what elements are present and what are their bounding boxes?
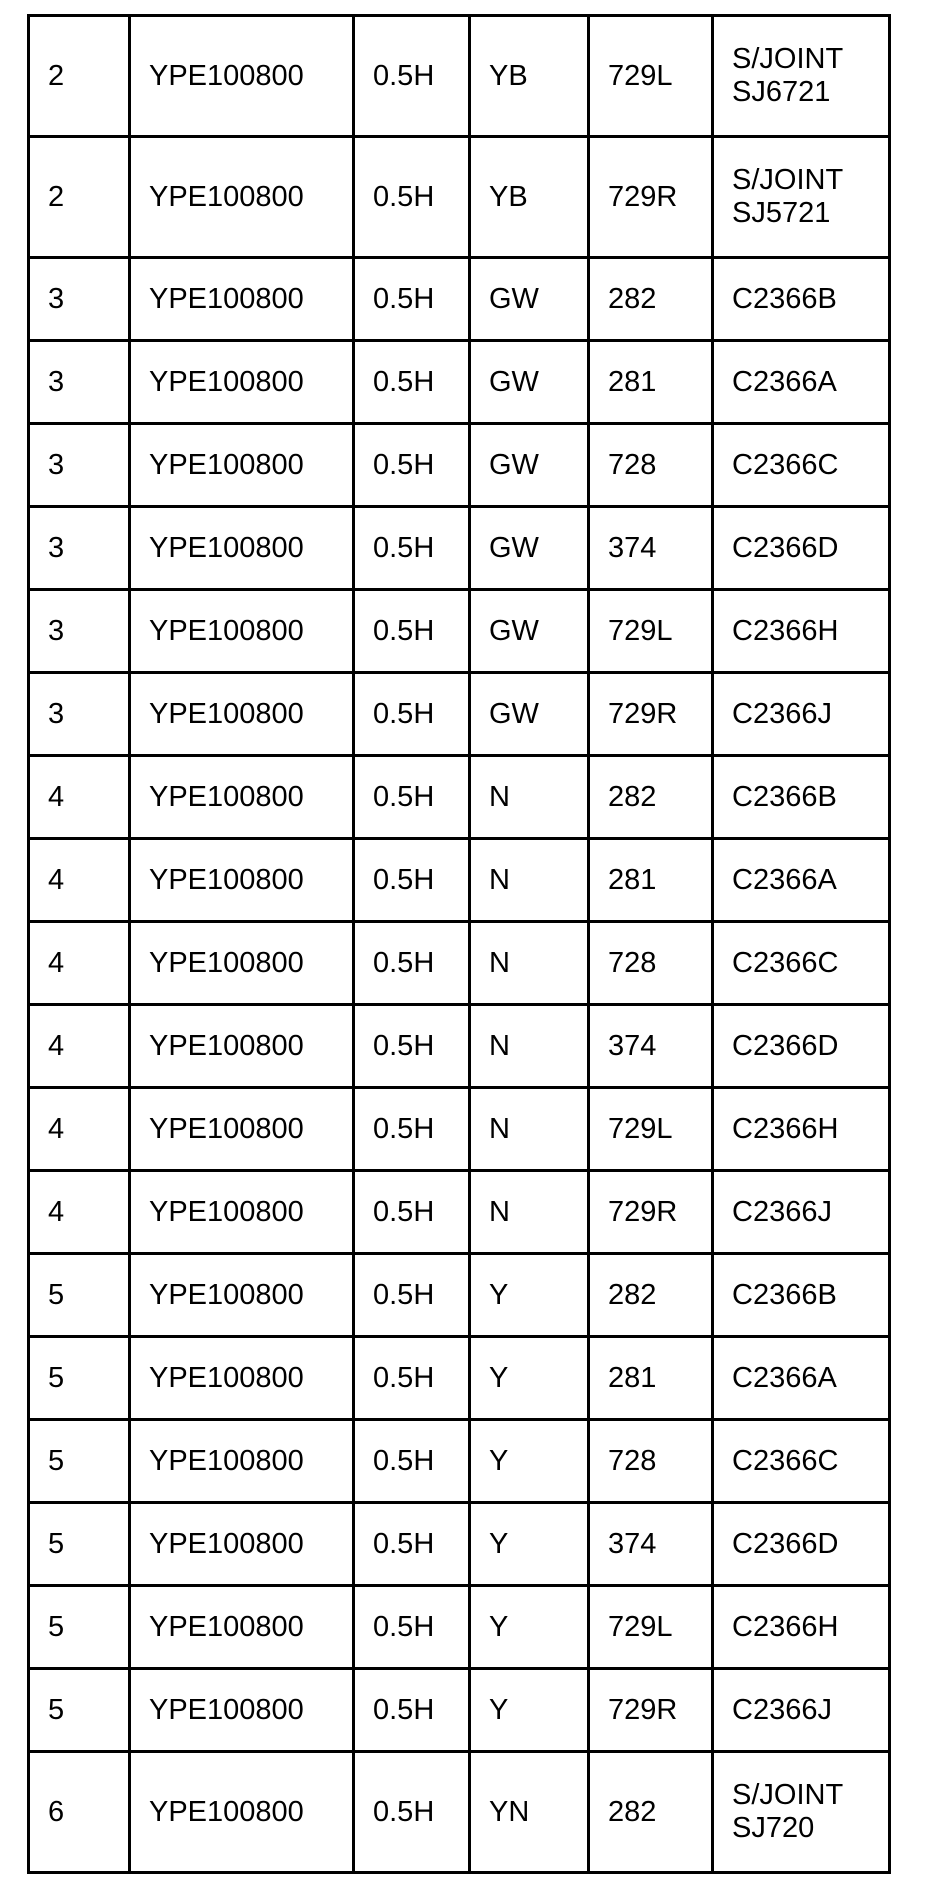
wire-type-cell: YPE100800: [130, 1171, 354, 1254]
table-row: [29, 258, 890, 341]
circuit-number-cell: 2: [29, 16, 130, 137]
table-row: [29, 1088, 890, 1171]
wire-color-cell: Y: [470, 1420, 589, 1503]
table-row: [29, 756, 890, 839]
wire-size-cell: 0.5H: [354, 756, 470, 839]
circuit-number-cell: 4: [29, 1088, 130, 1171]
table-row: [29, 1420, 890, 1503]
table-row: [29, 1752, 890, 1873]
wire-color-cell: N: [470, 839, 589, 922]
wire-type-cell: YPE100800: [130, 673, 354, 756]
from-terminal-cell: 374: [589, 1503, 713, 1586]
wire-type-cell: YPE100800: [130, 1420, 354, 1503]
wire-size-cell: 0.5H: [354, 258, 470, 341]
wire-size-cell: 0.5H: [354, 1171, 470, 1254]
circuit-number-cell: 5: [29, 1669, 130, 1752]
wire-size-cell: 0.5H: [354, 1254, 470, 1337]
circuit-number-cell: 3: [29, 424, 130, 507]
wire-size-cell: 0.5H: [354, 839, 470, 922]
wire-color-cell: GW: [470, 673, 589, 756]
wire-type-cell: YPE100800: [130, 756, 354, 839]
wire-color-cell: N: [470, 922, 589, 1005]
to-connector-cell: S/JOINT SJ720: [713, 1752, 890, 1873]
from-terminal-cell: 729L: [589, 1088, 713, 1171]
to-connector-cell: C2366H: [713, 1586, 890, 1669]
from-terminal-cell: 728: [589, 1420, 713, 1503]
wire-size-cell: 0.5H: [354, 1005, 470, 1088]
wire-color-cell: GW: [470, 341, 589, 424]
to-connector-cell: C2366D: [713, 1005, 890, 1088]
wire-size-cell: 0.5H: [354, 1420, 470, 1503]
from-terminal-cell: 282: [589, 258, 713, 341]
circuit-number-cell: 4: [29, 922, 130, 1005]
wire-size-cell: 0.5H: [354, 341, 470, 424]
from-terminal-cell: 729L: [589, 16, 713, 137]
wire-table: [27, 14, 891, 1874]
wire-size-cell: 0.5H: [354, 922, 470, 1005]
circuit-number-cell: 2: [29, 137, 130, 258]
wire-type-cell: YPE100800: [130, 1586, 354, 1669]
wire-type-cell: YPE100800: [130, 1088, 354, 1171]
wire-color-cell: YB: [470, 137, 589, 258]
wire-size-cell: 0.5H: [354, 507, 470, 590]
from-terminal-cell: 729R: [589, 1171, 713, 1254]
from-terminal-cell: 728: [589, 922, 713, 1005]
wire-color-cell: GW: [470, 590, 589, 673]
to-connector-cell: C2366C: [713, 922, 890, 1005]
circuit-number-cell: 3: [29, 673, 130, 756]
table-row: [29, 839, 890, 922]
wire-table-body: [29, 16, 890, 1873]
to-connector-cell: C2366D: [713, 1503, 890, 1586]
circuit-number-cell: 3: [29, 258, 130, 341]
to-connector-cell: C2366C: [713, 1420, 890, 1503]
table-row: [29, 424, 890, 507]
to-connector-cell: C2366H: [713, 590, 890, 673]
wire-type-cell: YPE100800: [130, 507, 354, 590]
circuit-number-cell: 5: [29, 1420, 130, 1503]
wire-size-cell: 0.5H: [354, 1088, 470, 1171]
to-connector-cell: S/JOINT SJ6721: [713, 16, 890, 137]
wire-size-cell: 0.5H: [354, 1503, 470, 1586]
table-row: [29, 922, 890, 1005]
circuit-number-cell: 5: [29, 1503, 130, 1586]
wire-size-cell: 0.5H: [354, 1669, 470, 1752]
to-connector-cell: C2366A: [713, 1337, 890, 1420]
wire-size-cell: 0.5H: [354, 424, 470, 507]
table-row: [29, 673, 890, 756]
from-terminal-cell: 281: [589, 1337, 713, 1420]
from-terminal-cell: 729R: [589, 673, 713, 756]
to-connector-cell: C2366J: [713, 1669, 890, 1752]
wire-color-cell: GW: [470, 258, 589, 341]
from-terminal-cell: 374: [589, 507, 713, 590]
wire-type-cell: YPE100800: [130, 16, 354, 137]
from-terminal-cell: 282: [589, 1752, 713, 1873]
wire-color-cell: Y: [470, 1337, 589, 1420]
wire-color-cell: N: [470, 756, 589, 839]
wire-type-cell: YPE100800: [130, 1503, 354, 1586]
wire-color-cell: GW: [470, 424, 589, 507]
table-row: [29, 1503, 890, 1586]
circuit-number-cell: 5: [29, 1254, 130, 1337]
wire-size-cell: 0.5H: [354, 137, 470, 258]
wire-type-cell: YPE100800: [130, 137, 354, 258]
to-connector-cell: C2366C: [713, 424, 890, 507]
circuit-number-cell: 3: [29, 341, 130, 424]
wire-size-cell: 0.5H: [354, 16, 470, 137]
from-terminal-cell: 282: [589, 1254, 713, 1337]
from-terminal-cell: 729R: [589, 1669, 713, 1752]
circuit-number-cell: 6: [29, 1752, 130, 1873]
circuit-number-cell: 3: [29, 507, 130, 590]
circuit-number-cell: 4: [29, 839, 130, 922]
wire-color-cell: YN: [470, 1752, 589, 1873]
circuit-number-cell: 5: [29, 1337, 130, 1420]
table-row: [29, 1171, 890, 1254]
to-connector-cell: C2366B: [713, 258, 890, 341]
wire-type-cell: YPE100800: [130, 424, 354, 507]
to-connector-cell: S/JOINT SJ5721: [713, 137, 890, 258]
wire-color-cell: Y: [470, 1586, 589, 1669]
to-connector-cell: C2366J: [713, 673, 890, 756]
table-row: [29, 590, 890, 673]
wire-color-cell: N: [470, 1171, 589, 1254]
to-connector-cell: C2366H: [713, 1088, 890, 1171]
wire-color-cell: GW: [470, 507, 589, 590]
circuit-number-cell: 4: [29, 756, 130, 839]
wire-type-cell: YPE100800: [130, 258, 354, 341]
wire-color-cell: Y: [470, 1254, 589, 1337]
wire-type-cell: YPE100800: [130, 839, 354, 922]
from-terminal-cell: 374: [589, 1005, 713, 1088]
table-row: [29, 16, 890, 137]
wire-color-cell: N: [470, 1088, 589, 1171]
wire-size-cell: 0.5H: [354, 1337, 470, 1420]
from-terminal-cell: 728: [589, 424, 713, 507]
circuit-number-cell: 5: [29, 1586, 130, 1669]
wire-type-cell: YPE100800: [130, 590, 354, 673]
wire-size-cell: 0.5H: [354, 673, 470, 756]
table-row: [29, 137, 890, 258]
wire-color-cell: YB: [470, 16, 589, 137]
wire-size-cell: 0.5H: [354, 590, 470, 673]
wire-type-cell: YPE100800: [130, 1752, 354, 1873]
from-terminal-cell: 281: [589, 839, 713, 922]
wire-size-cell: 0.5H: [354, 1586, 470, 1669]
from-terminal-cell: 729L: [589, 590, 713, 673]
table-row: [29, 341, 890, 424]
table-row: [29, 1586, 890, 1669]
table-row: [29, 1669, 890, 1752]
from-terminal-cell: 729L: [589, 1586, 713, 1669]
to-connector-cell: C2366J: [713, 1171, 890, 1254]
wire-type-cell: YPE100800: [130, 922, 354, 1005]
circuit-number-cell: 4: [29, 1171, 130, 1254]
wire-type-cell: YPE100800: [130, 341, 354, 424]
wire-type-cell: YPE100800: [130, 1337, 354, 1420]
wire-color-cell: N: [470, 1005, 589, 1088]
from-terminal-cell: 282: [589, 756, 713, 839]
circuit-number-cell: 3: [29, 590, 130, 673]
from-terminal-cell: 729R: [589, 137, 713, 258]
wire-color-cell: Y: [470, 1669, 589, 1752]
to-connector-cell: C2366B: [713, 1254, 890, 1337]
wire-type-cell: YPE100800: [130, 1669, 354, 1752]
table-row: [29, 1337, 890, 1420]
table-row: [29, 507, 890, 590]
circuit-number-cell: 4: [29, 1005, 130, 1088]
to-connector-cell: C2366A: [713, 341, 890, 424]
to-connector-cell: C2366D: [713, 507, 890, 590]
wire-type-cell: YPE100800: [130, 1254, 354, 1337]
from-terminal-cell: 281: [589, 341, 713, 424]
to-connector-cell: C2366B: [713, 756, 890, 839]
to-connector-cell: C2366A: [713, 839, 890, 922]
wire-type-cell: YPE100800: [130, 1005, 354, 1088]
wire-size-cell: 0.5H: [354, 1752, 470, 1873]
table-row: [29, 1254, 890, 1337]
table-row: [29, 1005, 890, 1088]
wire-color-cell: Y: [470, 1503, 589, 1586]
